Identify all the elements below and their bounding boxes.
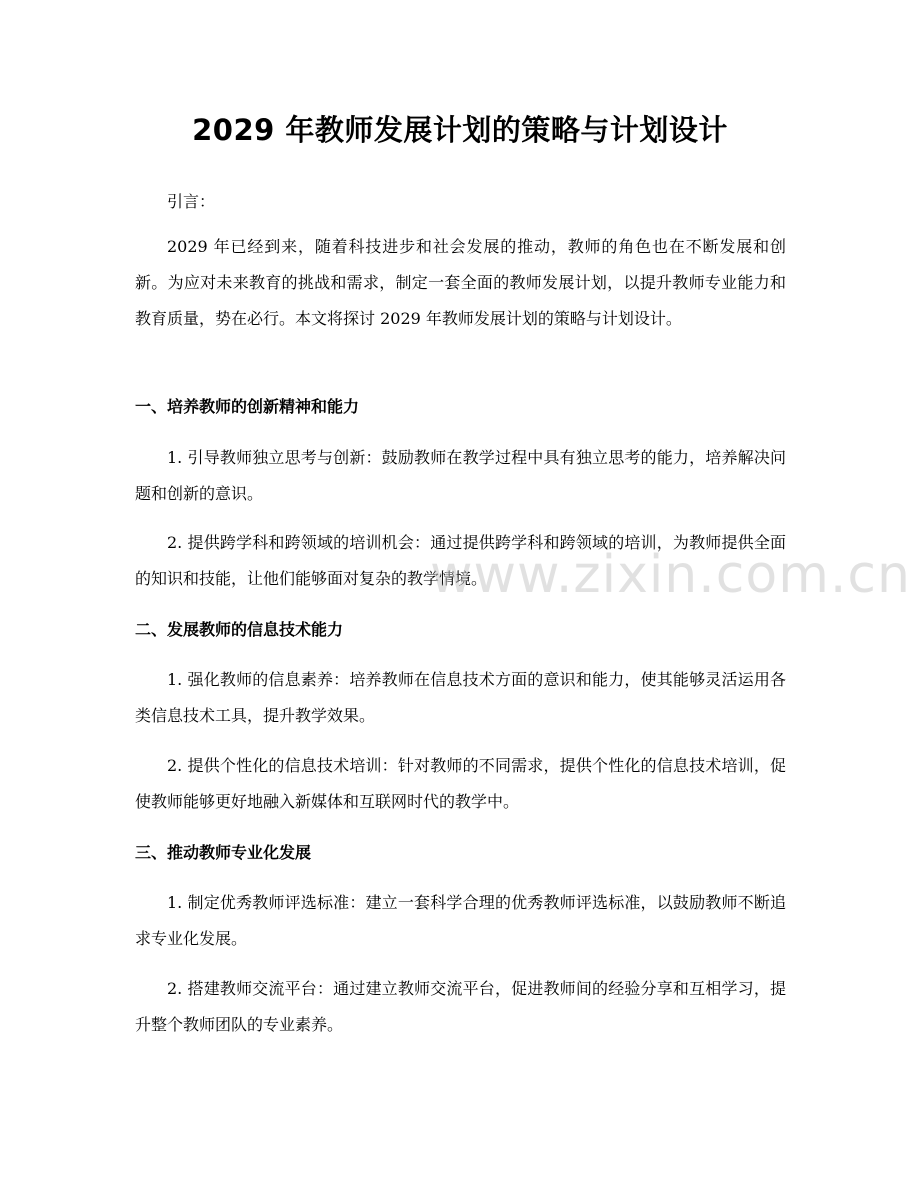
section-2-item-2: 2. 提供个性化的信息技术培训：针对教师的不同需求，提供个性化的信息技术培训，促使教师能够更好地融入新媒体和互联网时代的教学中。: [135, 756, 786, 811]
intro-paragraph: 2029 年已经到来，随着科技进步和社会发展的推动，教师的角色也在不断发展和创新。为应对未来教育的挑战和需求，制定一套全面的教师发展计划，以提升教师专业能力和教育质量，势在必行。本文将探讨 2029 年教师发展计划的策略与计划设计。: [135, 237, 786, 328]
section-1-item-1: 1. 引导教师独立思考与创新：鼓励教师在教学过程中具有独立思考的能力，培养解决问题和创新的意识。: [135, 448, 786, 503]
section-2-item-1: 1. 强化教师的信息素养：培养教师在信息技术方面的意识和能力，使其能够灵活运用各类信息技术工具，提升教学效果。: [135, 670, 786, 725]
section-heading-2: 二、发展教师的信息技术能力: [135, 620, 344, 639]
watermark: www.zixin.com.cn: [430, 545, 911, 605]
section-3-item-1: 1. 制定优秀教师评选标准：建立一套科学合理的优秀教师评选标准，以鼓励教师不断追求专业化发展。: [135, 893, 786, 948]
section-3-item-2: 2. 搭建教师交流平台：通过建立教师交流平台，促进教师间的经验分享和互相学习，提升整个教师团队的专业素养。: [135, 979, 786, 1034]
page-title: 2029 年教师发展计划的策略与计划设计: [192, 113, 728, 147]
section-1-item-2: 2. 提供跨学科和跨领域的培训机会：通过提供跨学科和跨领域的培训，为教师提供全面的知识和技能，让他们能够面对复杂的教学情境。: [135, 533, 786, 588]
section-heading-3: 三、推动教师专业化发展: [135, 843, 312, 862]
section-heading-1: 一、培养教师的创新精神和能力: [135, 397, 360, 416]
intro-label: 引言：: [167, 192, 216, 211]
